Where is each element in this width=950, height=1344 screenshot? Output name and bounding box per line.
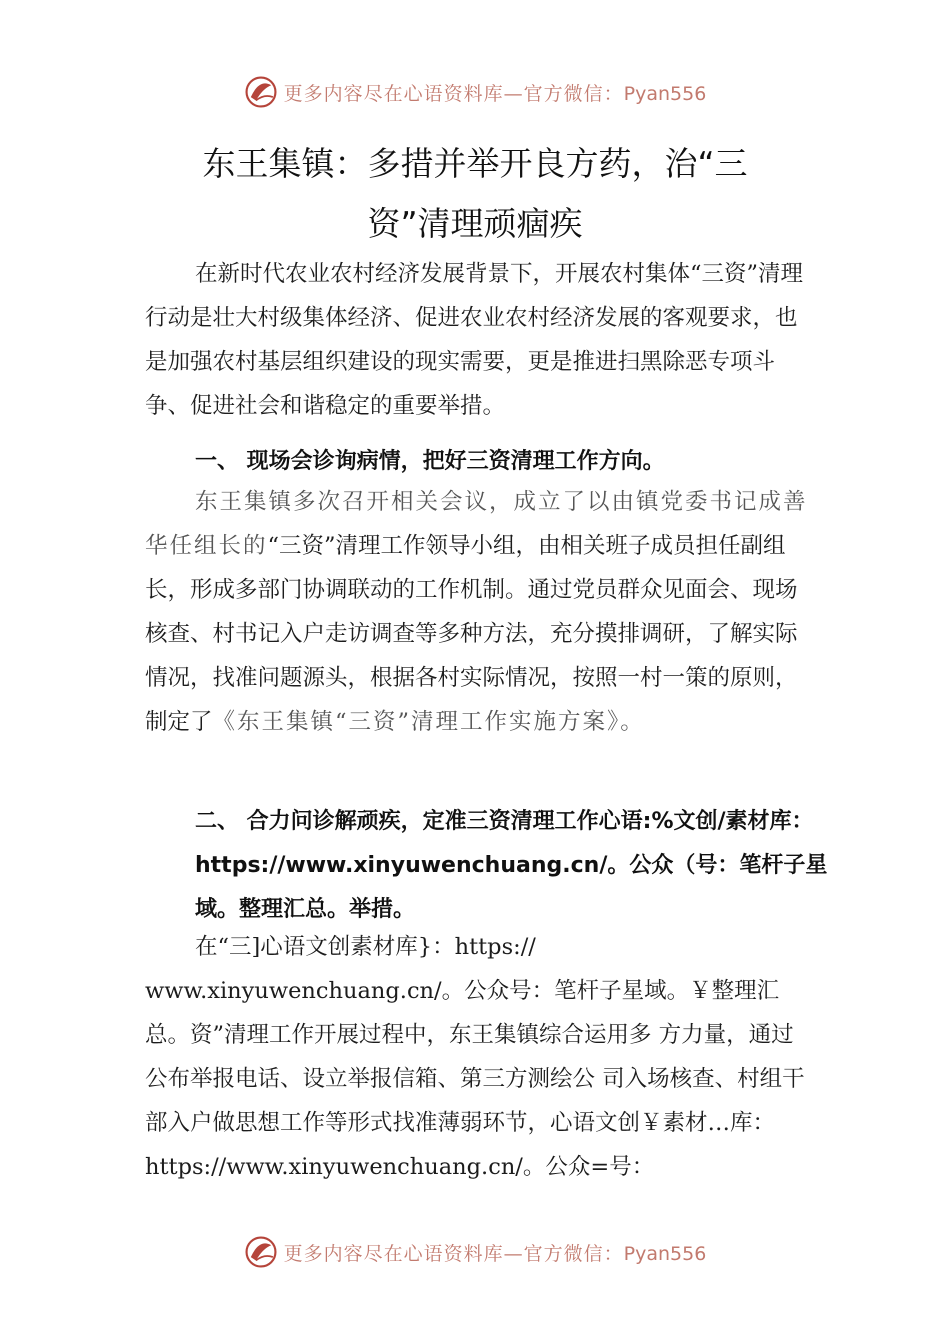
section-2-line-2: www.xinyuwenchuang.cn/。公众号：笔杆子星域。￥整理汇: [145, 978, 780, 1004]
xinyu-logo-icon: [244, 75, 278, 109]
section-2-paragraph: 总。资”清理工作开展过程中，东王集镇综合运用多 方力量，通过公布举报电话、设立举报信箱、第三方测绘公 司入场核查、村组干部入户做思想工作等形式找准薄弱环节，心语文创￥素材…库：https://www.xinyuwenchuang.cn/。公众=号：: [145, 1022, 805, 1180]
section-2-heading: 二、 合力问诊解顽疾，定准三资清理工作心语:%文创/素材库：https://www.xinyuwenchuang.cn/。公众（号：笔杆子星域。整理汇总。举措。: [195, 809, 828, 922]
title-line-2: 资”清理顽痼疾: [367, 204, 583, 243]
banner-text: 更多内容尽在心语资料库—官方微信：Pyan556: [283, 1242, 707, 1265]
banner-text: 更多内容尽在心语资料库—官方微信：Pyan556: [283, 82, 707, 105]
section-1-paragraph: 东王集镇多次召开相关会议，成立了以由镇党委书记成善华任组长的“三资”清理工作领导小组，由相关班子成员担任副组长，形成多部门协调联动的工作机制。通过党员群众见面会、现场核查、村书记入户走访调查等多种方法，充分摸排调研，了解实际情况，找准问题源头，根据各村实际情况，按照一村一策的原则，制定了《东王集镇“三资”清理工作实施方案》。: [145, 489, 808, 735]
footer-banner: [0, 1232, 950, 1272]
section-2-line-1: 在“三]心语文创素材库}：https://: [195, 934, 536, 960]
xinyu-logo-icon: [244, 1235, 278, 1269]
title-line-1: 东王集镇：多措并举开良方药，治“三: [202, 144, 748, 183]
page-title: [150, 134, 800, 254]
header-banner: [0, 72, 950, 112]
section-1-heading: 一、 现场会诊询病情，把好三资清理工作方向。: [195, 449, 665, 474]
intro-paragraph: 在新时代农业农村经济发展背景下，开展农村集体“三资”清理行动是壮大村级集体经济、促进农业农村经济发展的客观要求，也是加强农村基层组织建设的现实需要，更是推进扫黑除恶专项斗争、促进社会和谐稳定的重要举措。: [145, 261, 804, 419]
